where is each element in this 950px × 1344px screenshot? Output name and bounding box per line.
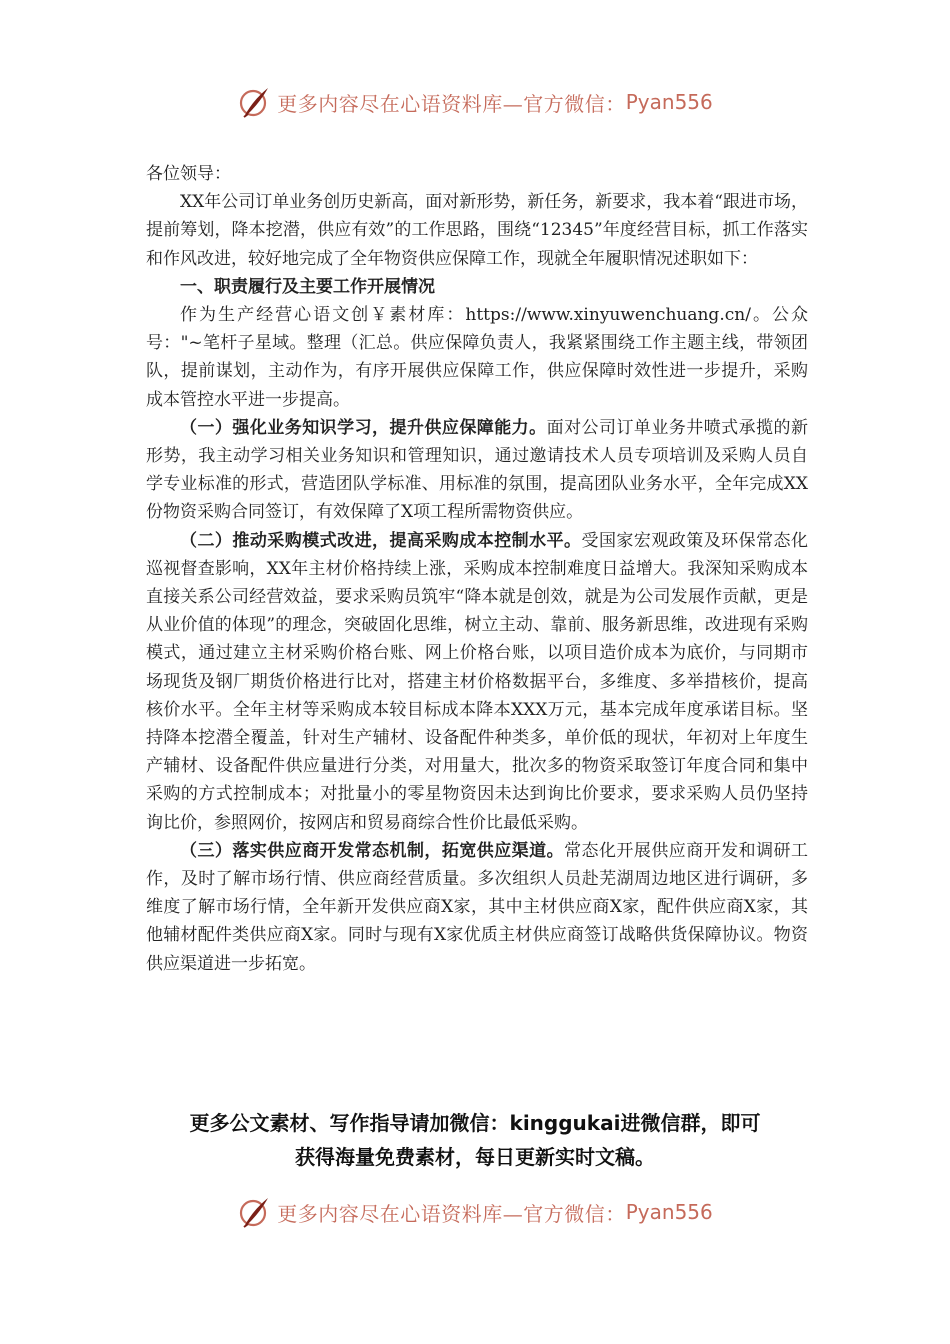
salutation: 各位领导： [146,164,231,184]
item-body-2: 受国家宏观政策及环保常态化巡视督查影响，XX年主材价格持续上涨，采购成本控制难度日益增大。我深知采购成本直接关系公司经营效益，要求采购员筑牢“降本就是创效，就是为公司发展作贡献，更是从业价值的体现”的理念，突破固化思维，树立主动、靠前、服务新思维，改进现有采购模式，通过建立主材采购价格台账、网上价格台账，以项目造价成本为底价，与同期市场现货及钢厂期货价格进行比对，搭建主材价格数据平台，多维度、多举措核价，提高核价水平。全年主材等采购成本较目标成本降本XXX万元，基本完成年度承诺目标。坚持降本挖潜全覆盖，针对生产辅材、设备配件种类多，单价低的现状，年初对上年度生产辅材、设备配件供应量进行分类，对用量大，批次多的物资采取签订年度合同和集中采购的方式控制成本；对批量小的零星物资因未达到询比价要求，要求采购人员仍坚持询比价，参照网价，按网店和贸易商综合性价比最低采购。 [146,530,809,833]
intro-paragraph: XX年公司订单业务创历史新高，面对新形势，新任务，新要求，我本着“跟进市场，提前筹划，降本挖潜，供应有效”的工作思路，围绕“12345”年度经营目标，抓工作落实和作风改进，较好地完成了全年物资供应保障工作，现就全年履职情况述职如下： [146,192,808,269]
section-paragraph: 作为生产经营心语文创￥素材库：https://www.xinyuwenchuang.cn/。公众号："~笔杆子星域。整理（汇总。供应保障负责人，我紧紧围绕工作主题主线，带领团队，提前谋划，主动作为，有序开展供应保障工作，供应保障时效性进一步提升，采购成本管控水平进一步提高。 [146,305,808,410]
quill-pen-icon [237,85,271,119]
item-heading-1: （一）强化业务知识学习，提升供应保障能力。 [180,417,547,438]
banner-text: 更多内容尽在心语资料库—官方微信： [277,91,626,116]
section-heading: 一、职责履行及主要工作开展情况 [180,276,435,297]
item-body-1: 面对公司订单业务井喷式承揽的新形势，我主动学习相关业务知识和管理知识，通过邀请技术人员专项培训及采购人员自学专业标准的形式，营造团队学标准、用标准的氛围，提高团队业务水平，全年完成XX份物资采购合同签订，有效保障了X项工程所需物资供应。 [146,417,809,523]
document-body [146,160,808,978]
item-paragraph-2 [146,527,808,837]
quill-pen-icon [237,1195,271,1229]
item-heading-2: （二）推动采购模式改进，提高采购成本控制水平。 [180,530,582,551]
banner-text: 更多内容尽在心语资料库—官方微信： [277,1201,626,1226]
item-paragraph-3 [146,837,808,978]
header-banner [0,82,950,122]
item-paragraph-1 [146,414,808,527]
promo-line-1: 更多公文素材、写作指导请加微信：kinggukai进微信群，即可 [189,1111,761,1135]
promo-line-2: 获得海量免费素材，每日更新实时文稿。 [295,1145,655,1169]
banner-wechat-id: Pyan556 [625,90,713,114]
promo-text [120,1106,830,1174]
item-heading-3: （三）落实供应商开发常态机制，拓宽供应渠道。 [180,840,565,861]
footer-banner [0,1192,950,1232]
banner-wechat-id: Pyan556 [625,1200,713,1224]
item-body-3: 常态化开展供应商开发和调研工作，及时了解市场行情、供应商经营质量。多次组织人员赴芜湖周边地区进行调研，多维度了解市场行情，全年新开发供应商X家，其中主材供应商X家，配件供应商X家，其他辅材配件类供应商X家。同时与现有X家优质主材供应商签订战略供货保障协议。物资供应渠道进一步拓宽。 [146,840,809,974]
